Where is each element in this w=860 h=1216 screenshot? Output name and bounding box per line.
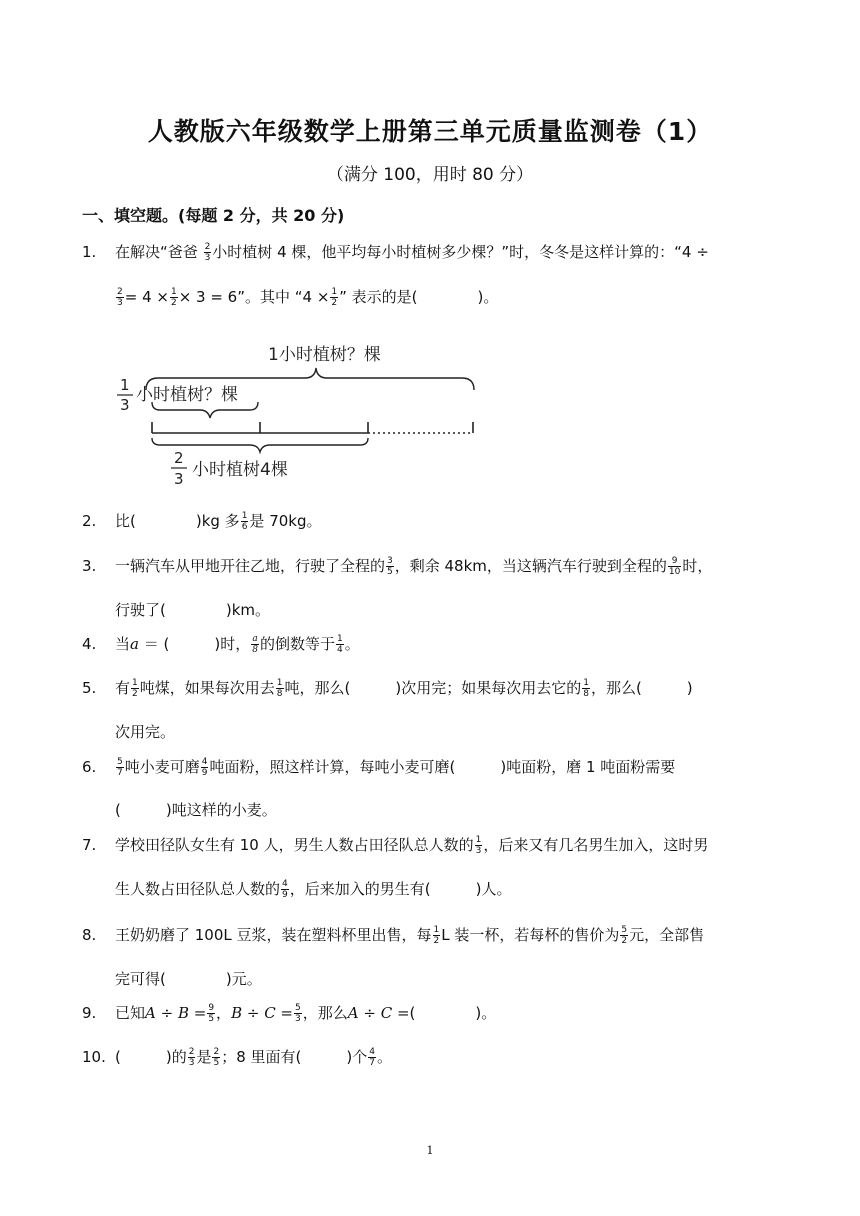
question-text: ；8 里面有( )个	[221, 1048, 368, 1066]
question-number: 7.	[82, 836, 97, 854]
fraction: $\frac{2}{3}$	[188, 1047, 195, 1068]
question-text: 小时植树 4 棵，他平均每小时植树多少棵？”时，冬冬是这样计算的：“4 ÷	[212, 243, 709, 261]
fraction: $\frac{9}{10}$	[668, 556, 681, 577]
question-number: 2.	[82, 512, 97, 530]
fraction: $\frac{5}{2}$	[621, 925, 628, 946]
question-text: ，后来又有几名男生加入，这时男	[483, 836, 709, 854]
question-number: 5.	[82, 679, 97, 697]
question-number: 1.	[82, 243, 97, 261]
question-text: ，剩余 48km，当这辆汽车行驶到全程的	[394, 557, 667, 575]
question-text: 时，	[682, 557, 713, 575]
question-text: 吨，那么( )次用完；如果每次用去它的	[284, 679, 582, 697]
question-number: 9.	[82, 1004, 97, 1022]
bottom-label: 小时植树4棵	[192, 460, 288, 480]
question-text: 行驶了( )km。	[115, 601, 271, 619]
question-text: L 装一杯，若每杯的售价为	[441, 926, 620, 944]
question-text: 学校田径队女生有 10 人，男生人数占田径队总人数的	[115, 836, 474, 854]
fraction: $\frac{5}{7}$	[117, 757, 123, 778]
question-text: ＝ ( )时，	[138, 635, 251, 653]
page-number: 1	[426, 1144, 434, 1157]
question-text: 是 70kg。	[249, 512, 322, 530]
equation: B ÷ C =	[231, 1004, 294, 1022]
question-text: ，	[216, 1004, 232, 1022]
question-text: ” 表示的是( )。	[339, 288, 499, 306]
question-text: × 3 = 6”。其中 “4 ×	[178, 288, 330, 306]
fraction: $\frac{9}{5}$	[208, 1003, 215, 1024]
fraction: $\frac{4}{7}$	[369, 1047, 375, 1068]
question-text: 吨煤，如果每次用去	[139, 679, 275, 697]
page-subtitle: （满分 100，用时 80 分）	[326, 165, 534, 185]
equation: A ÷ C =	[347, 1004, 410, 1022]
fraction: $\frac{1}{8}$	[583, 678, 589, 699]
question-text: 比( )kg 多	[115, 512, 240, 530]
question-text: 有	[115, 679, 131, 697]
question-text: 生人数占田径队总人数的	[115, 880, 281, 898]
question-text: 在解决“爸爸	[115, 243, 198, 261]
question-text: 是	[196, 1048, 212, 1066]
question-text: 吨面粉，照这样计算，每吨小麦可磨( )吨面粉，磨 1 吨面粉需要	[209, 758, 676, 776]
page-title: 人教版六年级数学上册第三单元质量监测卷（1）	[147, 117, 713, 146]
fraction: $\frac{2}{3}$	[117, 287, 123, 308]
fraction: $\frac{1}{6}$	[241, 511, 248, 532]
top-label: 1小时植树？棵	[268, 345, 381, 365]
question-text: ，那么	[302, 1004, 348, 1022]
bottom-brace	[152, 438, 368, 452]
fraction: $\frac{1}{4}$	[336, 634, 343, 655]
question-text: ( )吨这样的小麦。	[115, 801, 277, 819]
question-text: 的倒数等于	[259, 635, 335, 653]
line-segment-diagram	[100, 330, 500, 495]
fraction: $\frac{1}{3}$	[475, 835, 482, 856]
question-number: 10.	[82, 1048, 106, 1066]
question-text: ，那么( )	[590, 679, 693, 697]
fraction: $\frac{a}{8}$	[252, 634, 258, 655]
fraction: $\frac{1}{2}$	[132, 678, 138, 699]
left-fraction-denominator: 3	[120, 396, 130, 414]
question-text: ( )。	[409, 1004, 497, 1022]
question-text: 完可得( )元。	[115, 970, 262, 988]
fraction: $\frac{1}{2}$	[331, 287, 338, 308]
fraction: $\frac{1}{8}$	[276, 678, 283, 699]
question-text: 王奶奶磨了 100L 豆浆，装在塑料杯里出售，每	[115, 926, 432, 944]
question-text: 已知	[115, 1004, 146, 1022]
section-title: 一、填空题。(每题 2 分，共 20 分)	[82, 206, 345, 225]
question-text: 吨小麦可磨	[124, 758, 200, 776]
fraction: $\frac{2}{5}$	[213, 1047, 220, 1068]
left-fraction-numerator: 1	[120, 376, 130, 394]
fraction: $\frac{1}{2}$	[433, 925, 440, 946]
question-text: ( )的	[115, 1048, 187, 1066]
question-text: 一辆汽车从甲地开往乙地，行驶了全程的	[115, 557, 386, 575]
question-number: 6.	[82, 758, 97, 776]
fraction: $\frac{2}{3}$	[204, 242, 211, 263]
question-text: 次用完。	[115, 723, 176, 741]
fraction: $\frac{4}{9}$	[201, 757, 208, 778]
question-text: = 4 ×	[124, 288, 169, 306]
question-text: 元，全部售	[629, 926, 705, 944]
question-text: 当	[115, 635, 131, 653]
bottom-fraction-denominator: 3	[174, 470, 184, 488]
question-number: 3.	[82, 557, 97, 575]
fraction: $\frac{1}{2}$	[170, 287, 177, 308]
equation: A ÷ B =	[145, 1004, 207, 1022]
variable: a	[130, 635, 139, 653]
question-text: ，后来加入的男生有( )人。	[289, 880, 512, 898]
left-label: 小时植树？棵	[136, 385, 238, 405]
fraction: $\frac{5}{3}$	[295, 1003, 301, 1024]
question-number: 4.	[82, 635, 97, 653]
question-text: 。	[376, 1048, 392, 1066]
question-number: 8.	[82, 926, 97, 944]
bottom-fraction-numerator: 2	[174, 449, 184, 467]
fraction: $\frac{3}{5}$	[387, 556, 393, 577]
fraction: $\frac{4}{9}$	[282, 879, 288, 900]
question-text: 。	[344, 635, 360, 653]
